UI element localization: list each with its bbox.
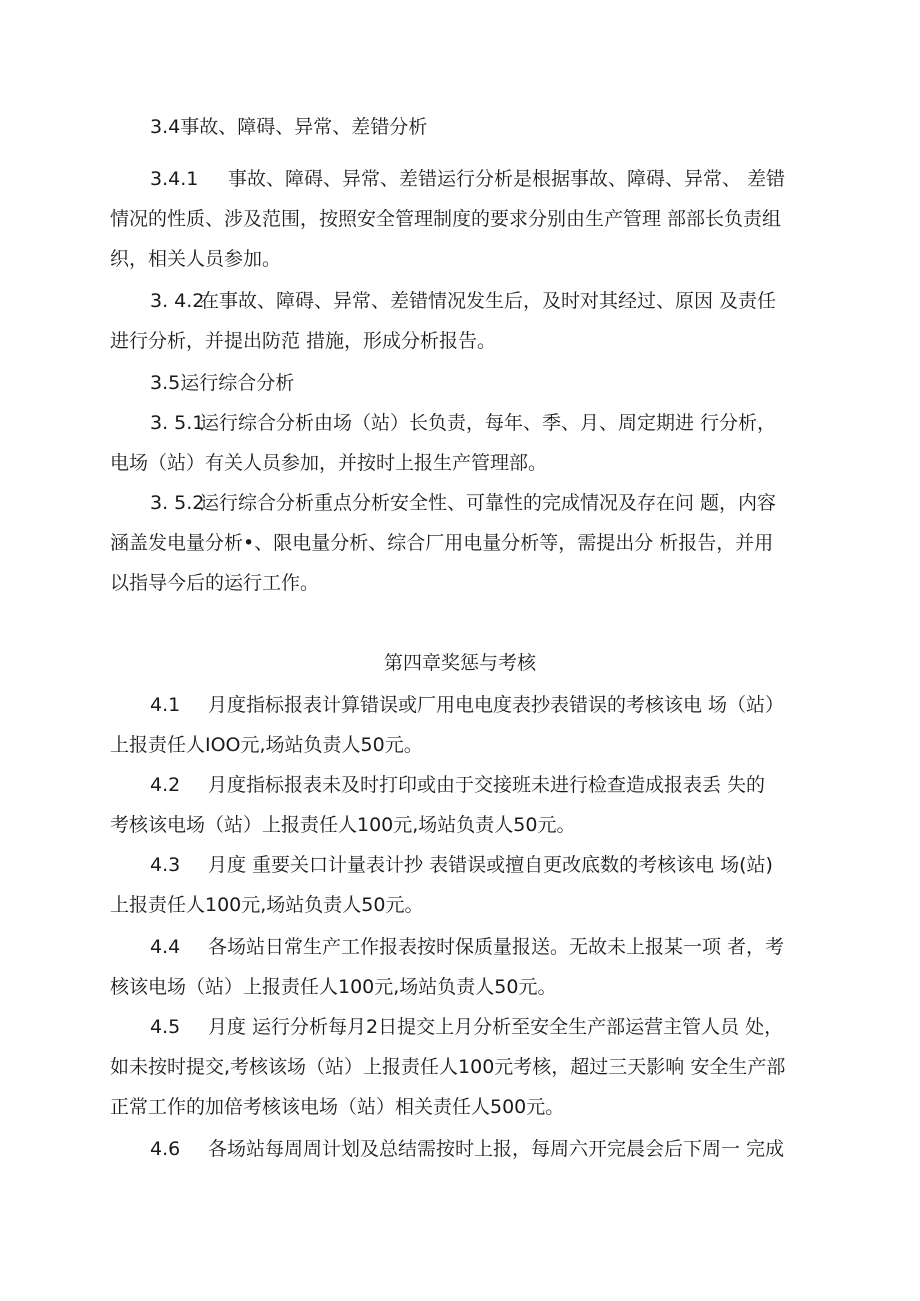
item-4-3-line-2: 上报责任人100元,场站负责人50元。: [110, 894, 424, 916]
paragraph-3-5-2-line-3: 以指导今后的运行工作。: [110, 572, 320, 594]
paragraph-3-4-1-line-1: 事故、障碍、异常、差错运行分析是根据事故、障碍、异常、 差错: [228, 168, 786, 190]
item-4-4-number: 4.4: [150, 936, 181, 958]
item-4-5-line-2: 如未按时提交,考核该场（站）上报责任人100元考核，超过三天影响 安全生产部: [110, 1056, 786, 1078]
item-4-2-number: 4.2: [150, 774, 181, 796]
item-4-2-line-2: 考核该电场（站）上报责任人100元,场站负责人50元。: [110, 814, 576, 836]
item-4-1-number: 4.1: [150, 694, 181, 716]
paragraph-3-5-2-line-2: 涵盖发电量分析•、限电量分析、综合厂用电量分析等，需提出分 析报告，并用: [110, 532, 774, 554]
paragraph-3-5-1-number: 3. 5.1: [150, 412, 205, 434]
paragraph-3-4-1-line-3: 织，相关人员参加。: [110, 248, 282, 270]
paragraph-3-4-2-number: 3. 4.2: [150, 290, 205, 312]
item-4-6-number: 4.6: [150, 1138, 181, 1160]
paragraph-3-4-2-line-2: 进行分析，并提出防范 措施，形成分析报告。: [110, 330, 497, 352]
item-4-5-number: 4.5: [150, 1016, 181, 1038]
item-4-1-line-2: 上报责任人IOO元,场站负责人50元。: [110, 734, 423, 756]
item-4-3-line-1: 月度 重要关口计量表计抄 表错误或擅自更改底数的考核该电 场(站): [208, 854, 773, 876]
paragraph-3-5-1-line-1: 运行综合分析由场（站）长负责，每年、季、月、周定期进 行分析，: [200, 412, 777, 434]
section-3-5-heading: 3.5运行综合分析: [150, 372, 295, 394]
paragraph-3-5-2-number: 3. 5.2: [150, 492, 205, 514]
item-4-4-line-1: 各场站日常生产工作报表按时保质量报送。无故未上报某一项 者，考: [208, 936, 785, 958]
section-3-4-heading: 3.4事故、障碍、异常、差错分析: [150, 116, 428, 138]
paragraph-3-4-1-line-2: 情况的性质、涉及范围，按照安全管理制度的要求分别由生产管理 部部长负责组: [110, 208, 782, 230]
item-4-1-line-1: 月度指标报表计算错误或厂用电电度表抄表错误的考核该电 场（站）: [208, 694, 785, 716]
paragraph-3-4-1-number: 3.4.1: [150, 168, 199, 190]
chapter-4-heading: 第四章奖惩与考核: [383, 652, 536, 674]
item-4-5-line-1: 月度 运行分析每月2日提交上月分析至安全生产部运营主管人员 处，: [208, 1016, 784, 1038]
item-4-4-line-2: 核该电场（站）上报责任人100元,场站负责人50元。: [110, 976, 557, 998]
paragraph-3-4-2-line-1: 在事故、障碍、异常、差错情况发生后，及时对其经过、原因 及责任: [200, 290, 777, 312]
paragraph-3-5-2-line-1: 运行综合分析重点分析安全性、可靠性的完成情况及存在问 题，内容: [200, 492, 777, 514]
item-4-2-line-1: 月度指标报表未及时打印或由于交接班未进行检查造成报表丢 失的: [208, 774, 766, 796]
paragraph-3-5-1-line-2: 电场（站）有关人员参加，并按时上报生产管理部。: [110, 452, 548, 474]
item-4-3-number: 4.3: [150, 854, 181, 876]
item-4-5-line-3: 正常工作的加倍考核该电场（站）相关责任人500元。: [110, 1096, 565, 1118]
item-4-6-line-1: 各场站每周周计划及总结需按时上报，每周六开完晨会后下周一 完成: [208, 1138, 785, 1160]
